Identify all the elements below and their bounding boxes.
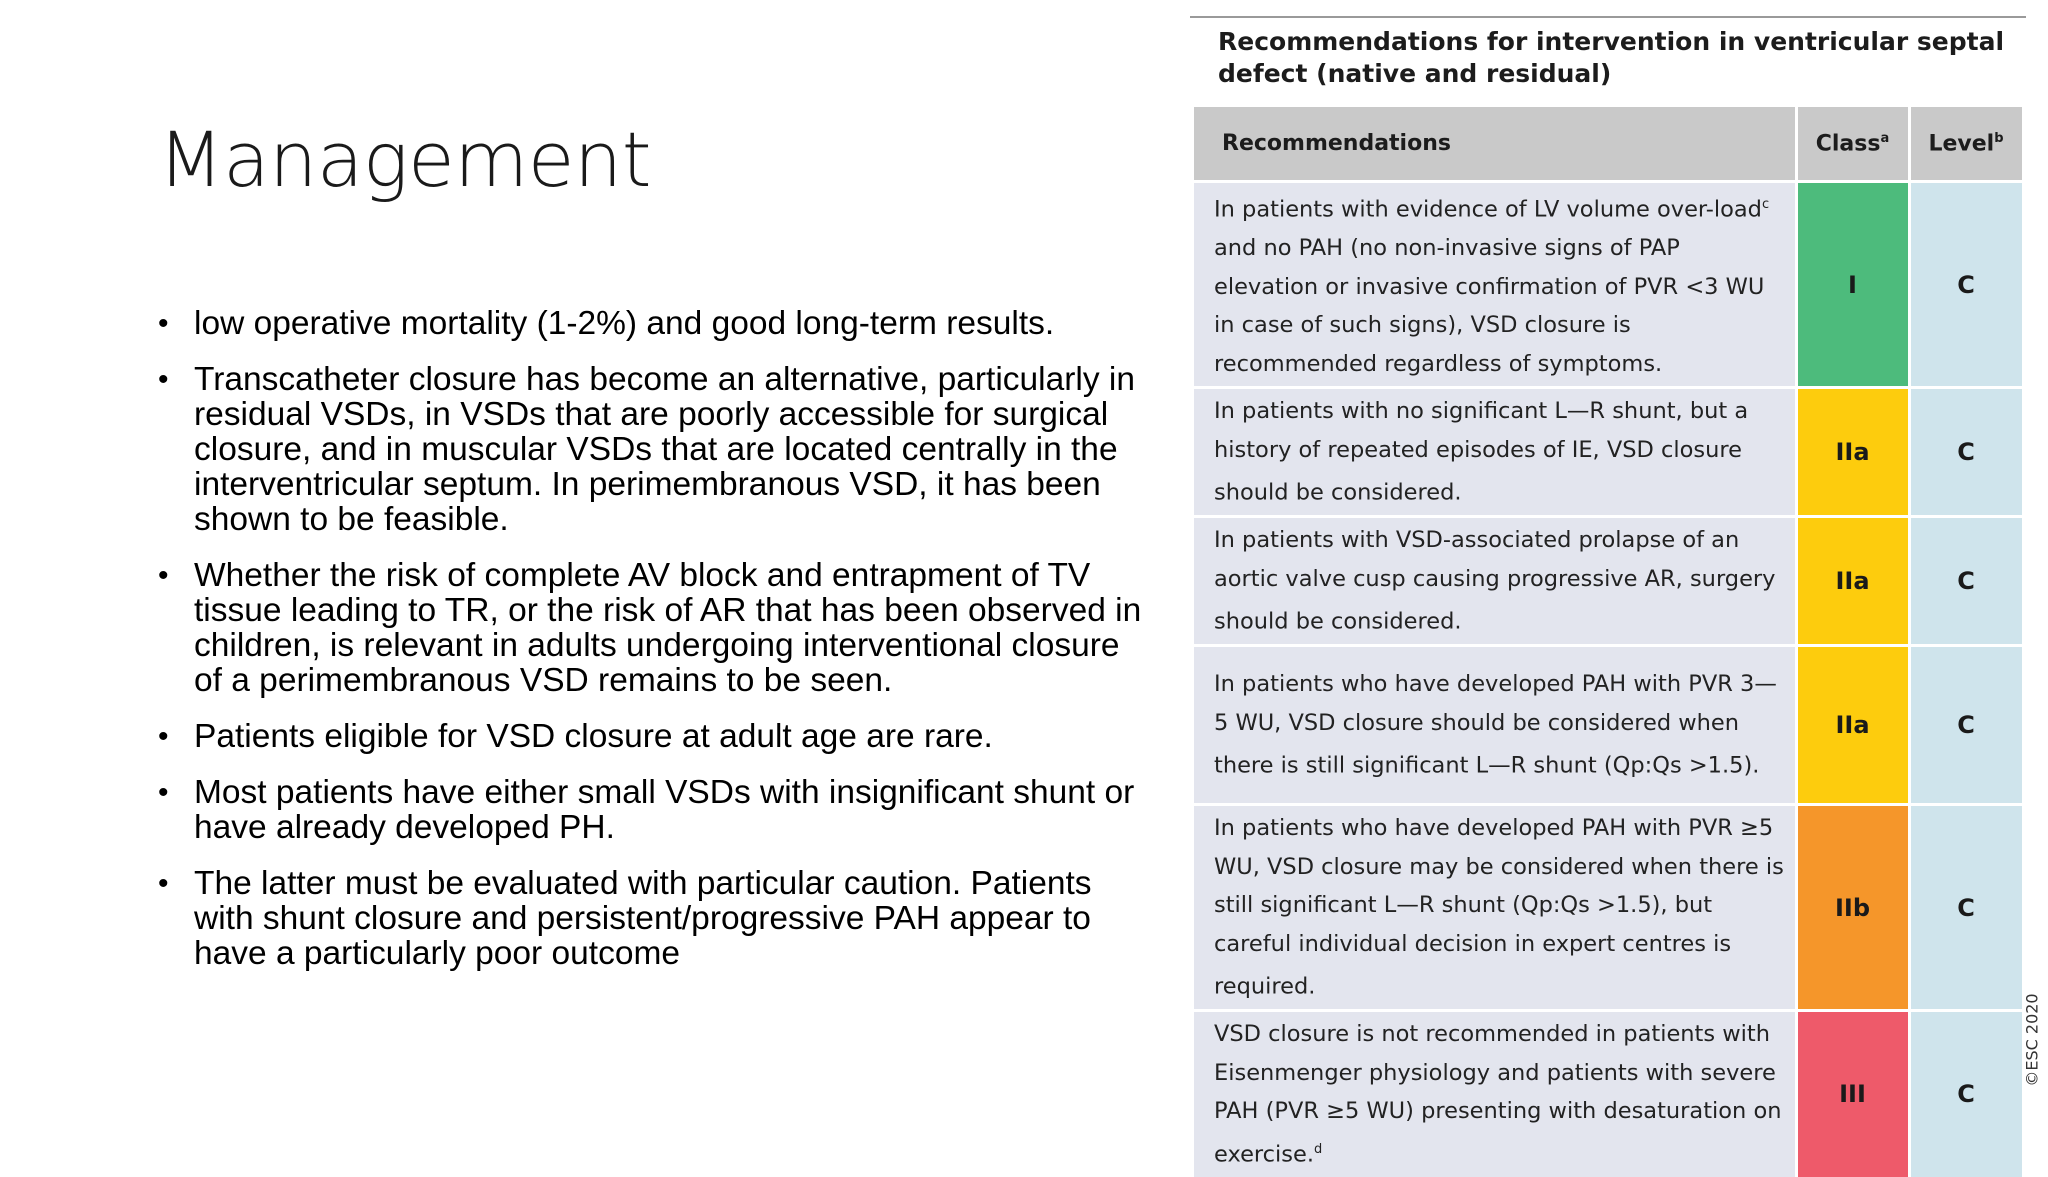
bullet-symbol: • <box>158 867 169 900</box>
level-footnote-mark: b <box>1994 130 2004 146</box>
bullet-text: Whether the risk of complete AV block and entrapment of TV tissue leading to TR, or the risk of AR that has been observed in children, is relevant in adults undergoing interventional closure of a perimembranous VSD remains to be seen. <box>194 557 1142 699</box>
bullet-item <box>150 775 1150 845</box>
table-header-row <box>1194 107 2023 182</box>
level-cell: C <box>1909 182 2023 388</box>
table-row <box>1194 182 2023 388</box>
recommendation-text: In patients who have developed PAH with PVR 3—5 WU, VSD closure should be considered when there is still significant L—R shunt (Qp:Qs >1.5). <box>1194 646 1796 805</box>
class-cell: IIa <box>1796 388 1909 517</box>
level-cell: C <box>1909 388 2023 517</box>
bullet-list <box>150 306 1150 992</box>
recommendation-text: In patients who have developed PAH with PVR ≥5 WU, VSD closure may be considered when there is still significant L—R shunt (Qp:Qs >1.5), but careful individual decision in expert centres is required. <box>1194 805 1796 1011</box>
recommendation-text: VSD closure is not recommended in patients with Eisenmenger physiology and patients with severe PAH (PVR ≥5 WU) presenting with desaturation on exercise.$^d$ <box>1194 1011 1796 1177</box>
class-cell: IIa <box>1796 646 1909 805</box>
level-cell: C <box>1909 805 2023 1011</box>
bullet-symbol: • <box>158 720 169 753</box>
table-row <box>1194 646 2023 805</box>
table-row <box>1194 805 2023 1011</box>
bullet-text: Most patients have either small VSDs with insignificant shunt or have already developed PH. <box>194 774 1135 846</box>
table-row <box>1194 517 2023 646</box>
recommendation-text: In patients with no significant L—R shunt, but a history of repeated episodes of IE, VSD closure should be considered. <box>1194 388 1796 517</box>
class-cell: I <box>1796 182 1909 388</box>
bullet-item <box>150 306 1150 341</box>
header-level: Level$^b$ <box>1909 107 2023 182</box>
header-class: Class$^a$ <box>1796 107 1909 182</box>
class-cell: III <box>1796 1011 1909 1177</box>
bullet-item <box>150 362 1150 537</box>
bullet-symbol: • <box>158 776 169 809</box>
copyright-text: ©ESC 2020 <box>2022 993 2042 1087</box>
panel-top-rule <box>1190 16 2026 18</box>
level-cell: C <box>1909 646 2023 805</box>
bullet-text: The latter must be evaluated with particular caution. Patients with shunt closure and persistent/progressive PAH appear to have a particularly poor outcome <box>194 865 1092 972</box>
bullet-text: Patients eligible for VSD closure at adult age are rare. <box>194 718 993 755</box>
level-cell: C <box>1909 1011 2023 1177</box>
recommendations-panel <box>1190 16 2028 1167</box>
copyright-note <box>2020 990 2044 1090</box>
recommendation-text: In patients with VSD-associated prolapse of an aortic valve cusp causing progressive AR, surgery should be considered. <box>1194 517 1796 646</box>
bullet-item <box>150 866 1150 971</box>
recommendations-table <box>1194 107 2025 1177</box>
class-cell: IIb <box>1796 805 1909 1011</box>
bullet-item <box>150 558 1150 698</box>
recommendations-title: Recommendations for intervention in ventricular septal defect (native and residual) <box>1218 27 2005 88</box>
table-row <box>1194 388 2023 517</box>
class-footnote-mark: a <box>1880 130 1890 146</box>
slide-title: Management <box>158 115 652 204</box>
recommendation-text: In patients with evidence of LV volume over-load$^c$ and no PAH (no non-invasive signs of PAP elevation or invasive confirmation of PVR <3 WU in case of such signs), VSD closure is recommended regardless of symptoms. <box>1194 182 1796 388</box>
class-cell: IIa <box>1796 517 1909 646</box>
bullet-symbol: • <box>158 363 169 396</box>
bullet-text: low operative mortality (1-2%) and good long-term results. <box>194 305 1055 342</box>
bullet-symbol: • <box>158 559 169 592</box>
bullet-text: Transcatheter closure has become an alternative, particularly in residual VSDs, in VSDs that are poorly accessible for surgical closure, and in muscular VSDs that are located centrally in the interventricular septum. In perimembranous VSD, it has been shown to be feasible. <box>194 361 1135 538</box>
level-cell: C <box>1909 517 2023 646</box>
header-recommendations: Recommendations <box>1194 107 1796 182</box>
bullet-item <box>150 719 1150 754</box>
bullet-symbol: • <box>158 307 169 340</box>
